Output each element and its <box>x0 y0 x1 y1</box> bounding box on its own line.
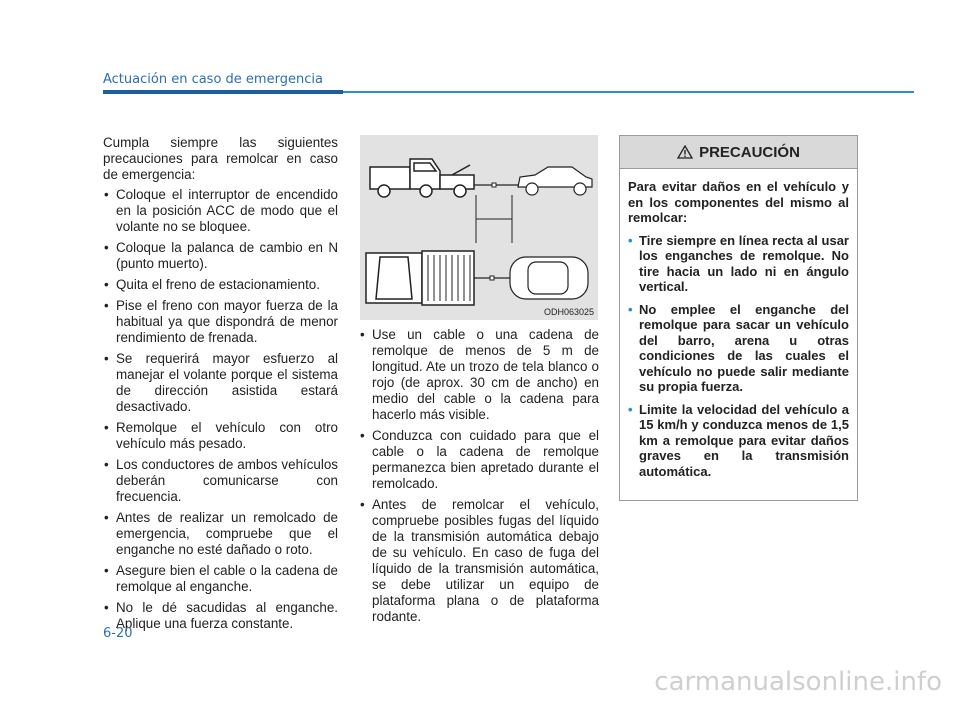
list-item: • Tire siempre en línea recta al usar los enganches de remolque. No tire hacia un lado ni en ángulo vertical. <box>628 233 849 295</box>
caution-body <box>620 169 857 479</box>
list-item: • Coloque el interruptor de encendido en la posición ACC de modo que el volante no se bloquee. <box>103 187 338 235</box>
list-item: • Remolque el vehículo con otro vehículo más pesado. <box>103 420 338 452</box>
towing-diagram <box>360 135 598 320</box>
car-side <box>518 167 592 195</box>
list-item: • No le dé sacudidas al enganche. Aplique una fuerza constante. <box>103 600 338 632</box>
warning-triangle-icon <box>677 145 693 159</box>
list-item: • Limite la velocidad del vehículo a 15 km/h y conduzca menos de 1,5 km a remolque para evitar daños graves en la transmisión automática. <box>628 402 849 480</box>
list-item: • Quita el freno de estacionamiento. <box>103 277 338 293</box>
cable-marker-top <box>490 276 494 280</box>
caution-intro: Para evitar daños en el vehículo y en los componentes del mismo al remolcar: <box>628 179 849 225</box>
middle-column <box>359 327 599 630</box>
list-item: • Conduzca con cuidado para que el cable o la cadena de remolque permanezca bien apretado durante el remolcado. <box>359 428 599 492</box>
left-bullet-list <box>103 187 338 632</box>
left-column <box>103 135 338 637</box>
car-top <box>510 257 588 299</box>
list-item: • Pise el freno con mayor fuerza de la habitual ya que dispondrá de menor rendimiento de frenada. <box>103 298 338 346</box>
section-header: Actuación en caso de emergencia <box>103 72 323 87</box>
list-item: • Use un cable o una cadena de remolque de menos de 5 m de longitud. Ate un trozo de tela blanco o rojo (de aprox. 30 cm de ancho) en medio del cable o la cadena para hacerlo más visible. <box>359 327 599 423</box>
caution-list <box>628 233 849 480</box>
header-rule-accent <box>103 90 343 94</box>
figure-code: ODH063025 <box>543 307 594 317</box>
list-item: • Los conductores de ambos vehículos deberán comunicarse con frecuencia. <box>103 457 338 505</box>
tow-truck-side <box>370 159 474 197</box>
intro-text: Cumpla siempre las siguientes precauciones para remolcar en caso de emergencia: <box>103 135 338 182</box>
caution-box <box>619 135 858 501</box>
towing-illustration <box>360 135 598 320</box>
distance-marker <box>476 195 512 243</box>
list-item: • No emplee el enganche del remolque para sacar un vehículo del barro, arena u otras condiciones de las cuales el vehículo no puede salir mediante su propia fuerza. <box>628 302 849 395</box>
caution-title: PRECAUCIÓN <box>699 143 800 161</box>
list-item: • Coloque la palanca de cambio en N (punto muerto). <box>103 240 338 272</box>
page-number: 6-20 <box>103 626 133 641</box>
cable-marker-side <box>492 183 496 187</box>
list-item: • Se requerirá mayor esfuerzo al manejar el volante porque el sistema de dirección asistida estará desactivado. <box>103 351 338 415</box>
list-item: • Antes de remolcar el vehículo, compruebe posibles fugas del líquido de la transmisión automática debajo de su vehículo. En caso de fuga del líquido de la transmisión automática, se debe utilizar un equipo de plataforma plana o de plataforma rodante. <box>359 497 599 625</box>
watermark: carmanualsonline.info <box>654 667 942 697</box>
caution-header <box>620 136 857 169</box>
list-item: • Antes de realizar un remolcado de emergencia, compruebe que el enganche no esté dañado o roto. <box>103 510 338 558</box>
middle-bullet-list <box>359 327 599 625</box>
tow-truck-top <box>366 251 474 305</box>
list-item: • Asegure bien el cable o la cadena de remolque al enganche. <box>103 563 338 595</box>
